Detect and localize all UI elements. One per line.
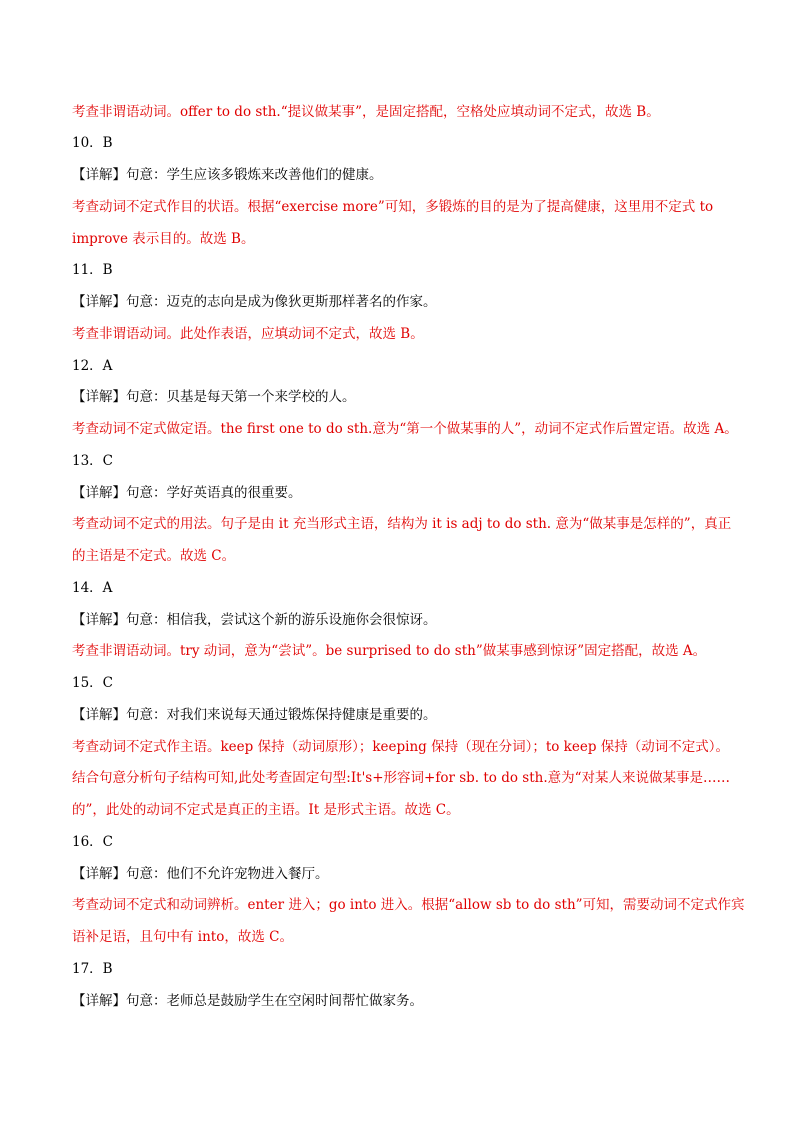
explanation-line: 的”，此处的动词不定式是真正的主语。It 是形式主语。故选 C。 bbox=[72, 802, 460, 818]
detail-line bbox=[72, 610, 732, 630]
explanation-line: 语补足语，且句中有 into，故选 C。 bbox=[72, 929, 293, 945]
sentence-meaning: 句意：迈克的志向是成为像狄更斯那样著名的作家。 bbox=[126, 294, 437, 310]
explanation-line: 考查非谓语动词。此处作表语，应填动词不定式，故选 B。 bbox=[72, 326, 424, 342]
sentence-meaning: 句意：贝基是每天第一个来学校的人。 bbox=[126, 389, 356, 405]
detail-line bbox=[72, 387, 732, 407]
detail-tag: 【详解】 bbox=[72, 612, 126, 628]
sentence-meaning: 句意：他们不允许宠物进入餐厅。 bbox=[126, 866, 329, 882]
answer-number: 11．B bbox=[72, 262, 113, 278]
detail-line bbox=[72, 991, 732, 1011]
explanation-line: 结合句意分析句子结构可知,此处考查固定句型:It's+形容词+for sb. to do sth.意为“对某人来说做某事是…… bbox=[72, 770, 731, 786]
sentence-meaning: 句意：学生应该多锻炼来改善他们的健康。 bbox=[126, 167, 383, 183]
sentence-meaning: 句意：对我们来说每天通过锻炼保持健康是重要的。 bbox=[126, 707, 437, 723]
detail-tag: 【详解】 bbox=[72, 485, 126, 501]
explanation-line: 考查非谓语动词。try 动词，意为“尝试”。be surprised to do sth”做某事感到惊讶”固定搭配，故选 A。 bbox=[72, 643, 707, 659]
detail-tag: 【详解】 bbox=[72, 707, 126, 723]
explanation-line: 考查动词不定式的用法。句子是由 it 充当形式主语，结构为 it is adj to do sth. 意为“做某事是怎样的”，真正 bbox=[72, 516, 732, 532]
detail-line bbox=[72, 864, 732, 884]
explanation-line: 考查动词不定式作主语。keep 保持（动词原形）；keeping 保持（现在分词）；to keep 保持（动词不定式）。 bbox=[72, 739, 730, 755]
answer-number: 12．A bbox=[72, 358, 113, 374]
sentence-meaning: 句意：老师总是鼓励学生在空闲时间帮忙做家务。 bbox=[126, 993, 423, 1009]
detail-tag: 【详解】 bbox=[72, 294, 126, 310]
answer-number: 15．C bbox=[72, 675, 114, 691]
detail-tag: 【详解】 bbox=[72, 389, 126, 405]
answer-number: 13．C bbox=[72, 453, 114, 469]
explanation-line: 考查动词不定式作目的状语。根据“exercise more”可知，多锻炼的目的是为了提高健康，这里用不定式 to bbox=[72, 199, 714, 215]
answer-number: 17．B bbox=[72, 961, 113, 977]
detail-tag: 【详解】 bbox=[72, 993, 126, 1009]
detail-tag: 【详解】 bbox=[72, 167, 126, 183]
explanation-line: 的主语是不定式。故选 C。 bbox=[72, 548, 236, 564]
detail-line bbox=[72, 292, 732, 312]
detail-line bbox=[72, 705, 732, 725]
answer-number: 16．C bbox=[72, 834, 114, 850]
answer-number: 14．A bbox=[72, 580, 113, 596]
sentence-meaning: 句意：相信我，尝试这个新的游乐设施你会很惊讶。 bbox=[126, 612, 437, 628]
sentence-meaning: 句意：学好英语真的很重要。 bbox=[126, 485, 302, 501]
explanation-line: 考查非谓语动词。offer to do sth.“提议做某事”，是固定搭配，空格处应填动词不定式，故选 B。 bbox=[72, 104, 660, 120]
detail-line bbox=[72, 165, 732, 185]
detail-line bbox=[72, 483, 732, 503]
explanation-line: 考查动词不定式和动词辨析。enter 进入；go into 进入。根据“allow sb to do sth”可知，需要动词不定式作宾 bbox=[72, 897, 745, 913]
explanation-line: improve 表示目的。故选 B。 bbox=[72, 231, 255, 247]
detail-tag: 【详解】 bbox=[72, 866, 126, 882]
explanation-line: 考查动词不定式做定语。the first one to do sth.意为“第一个做某事的人”，动词不定式作后置定语。故选 A。 bbox=[72, 421, 738, 437]
answer-number: 10．B bbox=[72, 135, 113, 151]
